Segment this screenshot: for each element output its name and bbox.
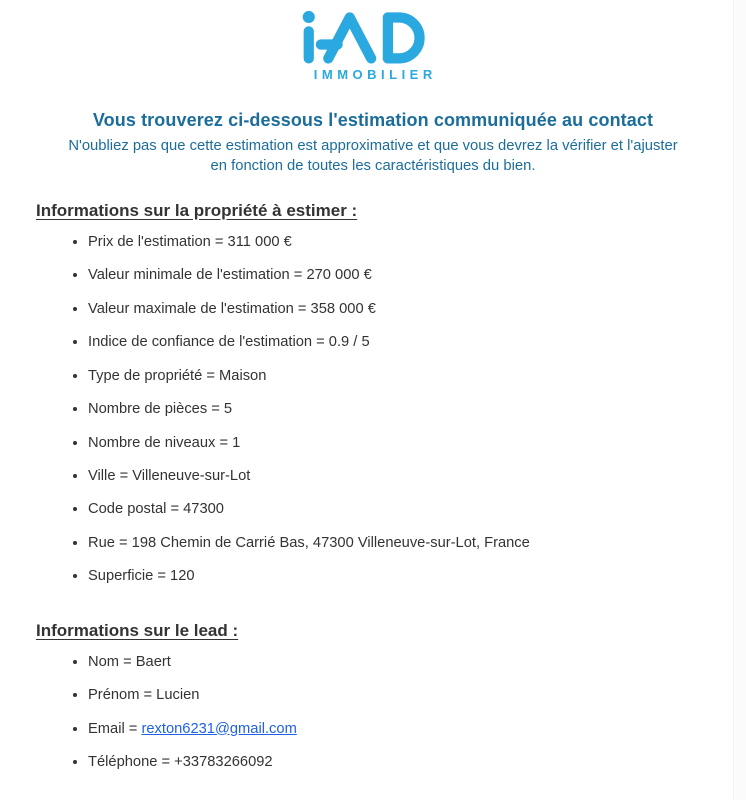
page-right-gutter: [733, 0, 746, 800]
property-section: [36, 201, 710, 585]
property-item-ville: • Ville = Villeneuve-sur-Lot: [88, 469, 710, 484]
lead-item-telephone: • Téléphone = +33783266092: [88, 755, 710, 770]
lead-email-label: Email =: [88, 720, 142, 737]
property-item-code-postal: • Code postal = 47300: [88, 502, 710, 517]
property-list: [36, 235, 710, 585]
page-subtitle: N'oubliez pas que cette estimation est approximative et que vous devrez la vérifier et l'ajuster en fonction de toutes les caractéristiques du bien.: [68, 138, 678, 174]
property-item-prix: • Prix de l'estimation = 311 000 €: [88, 235, 710, 250]
lead-item-prenom: • Prénom = Lucien: [88, 688, 710, 703]
property-item-superficie: • Superficie = 120: [88, 569, 710, 584]
lead-email-link[interactable]: rexton6231@gmail.com: [141, 720, 297, 737]
property-section-heading: Informations sur la propriété à estimer :: [36, 200, 358, 220]
iad-logo: [0, 10, 746, 82]
lead-section-heading: Informations sur le lead :: [36, 620, 239, 640]
lead-item-nom: • Nom = Baert: [88, 655, 710, 670]
property-item-rue: • Rue = 198 Chemin de Carrié Bas, 47300 Villeneuve-sur-Lot, France: [88, 536, 710, 551]
estimation-header: [0, 110, 746, 177]
property-item-type: • Type de propriété = Maison: [88, 369, 710, 384]
property-item-indice-confiance: • Indice de confiance de l'estimation = 0.9 / 5: [88, 335, 710, 350]
page-title: Vous trouverez ci-dessous l'estimation communiquée au contact: [92, 110, 654, 130]
iad-logo-mark: [297, 10, 449, 64]
lead-item-email: [88, 722, 710, 737]
iad-logo-subtitle: IMMOBILIER: [313, 67, 437, 82]
property-item-niveaux: • Nombre de niveaux = 1: [88, 436, 710, 451]
property-item-pieces: • Nombre de pièces = 5: [88, 402, 710, 417]
property-item-valeur-min: • Valeur minimale de l'estimation = 270 000 €: [88, 268, 710, 283]
lead-list: [36, 655, 710, 771]
lead-section: [36, 621, 710, 771]
property-item-valeur-max: • Valeur maximale de l'estimation = 358 000 €: [88, 302, 710, 317]
